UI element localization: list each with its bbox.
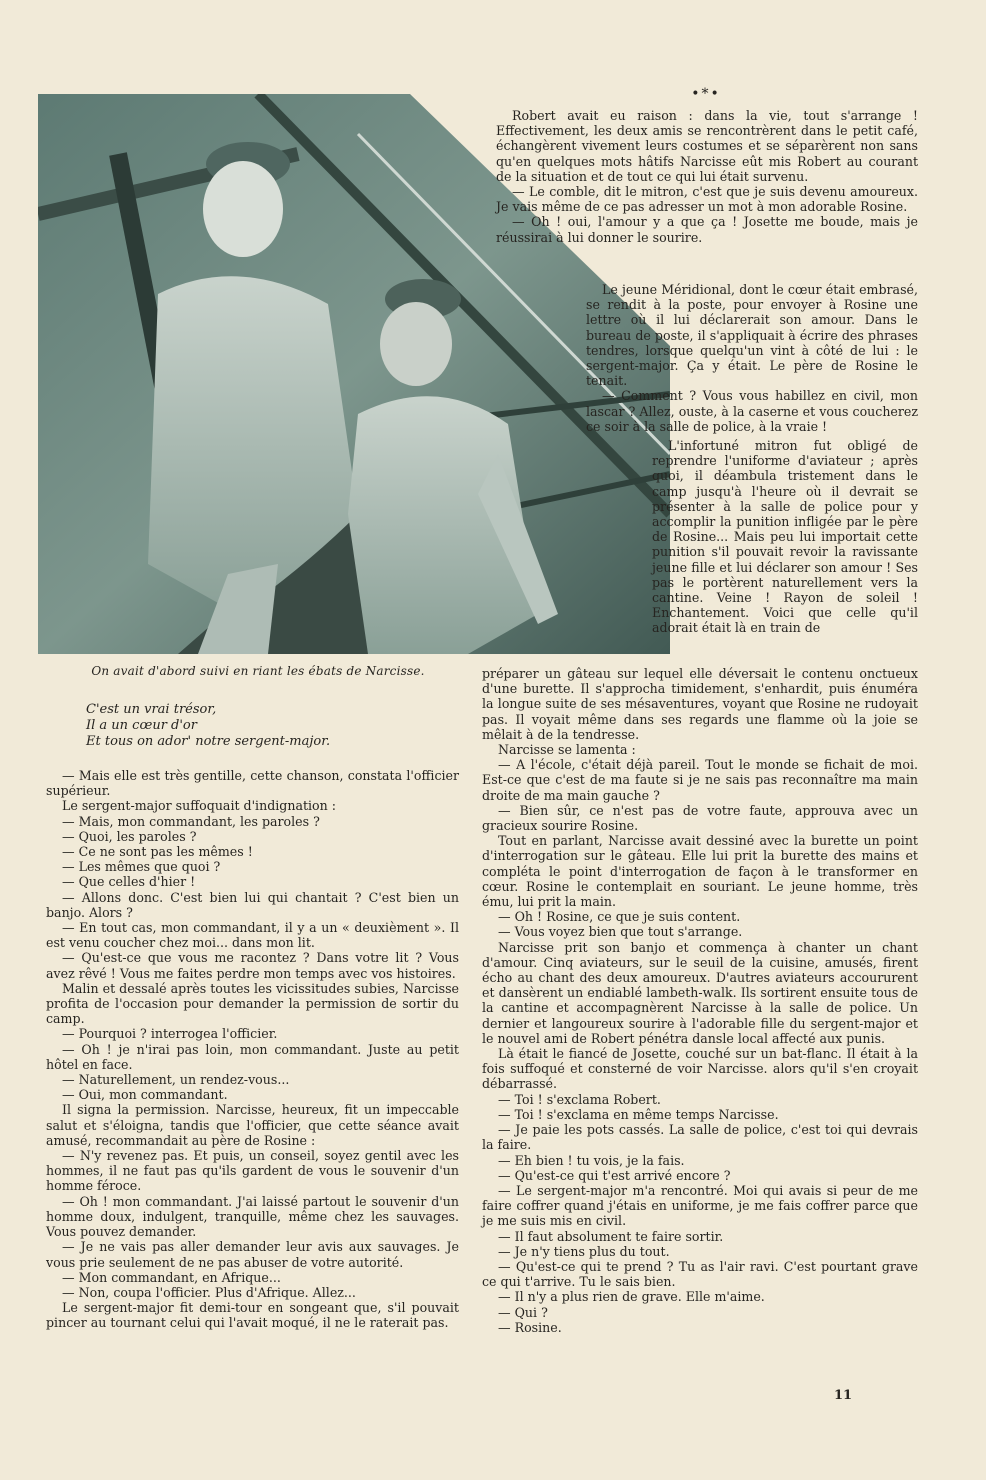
paragraph: — Oh ! mon commandant. J'ai laissé partout le souvenir d'un homme doux, indulgent, tranquille, même chez les sauvages. Vous pouvez demander.: [46, 1193, 459, 1240]
paragraph: Le jeune Méridional, dont le cœur était embrasé, se rendit à la poste, pour envoyer à Rosine une lettre où il lui déclarerait son amour. Dans le bureau de poste, il s'appliquait à écrire des phrases tendres, lorsque quelqu'un vint à côté de lui : le sergent-major. Ça y était. Le père de Rosine le tenait.: [586, 282, 918, 389]
paragraph: — Toi ! s'exclama en même temps Narcisse.: [498, 1106, 779, 1122]
right-column-middle: [586, 282, 918, 434]
paragraph: — Il faut absolument te faire sortir.: [498, 1228, 724, 1244]
paragraph: — Qui ?: [498, 1304, 548, 1320]
paragraph: L'infortuné mitron fut obligé de reprendre l'uniforme d'aviateur ; après quoi, il déambula tristement dans le camp jusqu'à l'heure où il devrait se présenter à la salle de police pour y accomplir la punition infligée par le père de Rosine... Mais peu lui importait cette punition s'il pouvait revoir la ravissante jeune fille et lui déclarer son amour ! Ses pas le portèrent naturellement vers la cantine. Veine ! Rayon de soleil ! Enchantement. Voici que celle qu'il adorait était là en train de: [652, 438, 918, 636]
right-column-bottom: [482, 666, 918, 1335]
paragraph: — Je paie les pots cassés. La salle de police, c'est toi qui devrais la faire.: [482, 1122, 918, 1153]
paragraph: Narcisse prit son banjo et commença à chanter un chant d'amour. Cinq aviateurs, sur le seuil de la cuisine, amusés, firent écho au chant des deux amoureux. D'autres aviateurs accoururent et dansèrent un endiablé lambeth-walk. Ils sortirent ensuite tous de la cantine et accompagnèrent Narcisse à la salle de police. Un dernier et langoureux sourire à l'adorable fille du sergent-major et le nouvel ami de Robert pénétra dansle local affecté aux punis.: [482, 939, 918, 1046]
paragraph: — Mon commandant, en Afrique...: [62, 1269, 281, 1285]
paragraph: — Oh ! je n'irai pas loin, mon commandant. Juste au petit hôtel en face.: [46, 1041, 459, 1072]
paragraph: — Qu'est-ce qui t'est arrivé encore ?: [498, 1167, 731, 1183]
right-column-top: [496, 108, 918, 245]
paragraph: Là était le fiancé de Josette, couché sur un bat-flanc. Il était à la fois suffoqué et consterné de voir Narcisse. alors qu'il s'en croyait débarrassé.: [482, 1046, 918, 1092]
paragraph: — Les mêmes que quoi ?: [62, 859, 221, 875]
paragraph: — Oh ! oui, l'amour y a que ça ! Josette me boude, mais je réussirai à lui donner le sourire.: [496, 214, 918, 245]
paragraph: — Naturellement, un rendez-vous...: [62, 1072, 290, 1088]
paragraph: — Mais elle est très gentille, cette chanson, constata l'officier supérieur.: [46, 768, 459, 799]
paragraph: — Le comble, dit le mitron, c'est que je suis devenu amoureux. Je vais même de ce pas adresser un mot à mon adorable Rosine.: [496, 184, 918, 215]
paragraph: — Mais, mon commandant, les paroles ?: [62, 813, 320, 829]
paragraph: préparer un gâteau sur lequel elle déversait le contenu onctueux d'une burette. Il s'approcha timidement, s'enhardit, puis énuméra la longue suite de ses mésaventures, voyant que Rosine ne rudoyait pas. Il voyait même dans ses regards une flamme où la joie se mêlait à de la tendresse.: [482, 666, 918, 742]
paragraph: Il signa la permission. Narcisse, heureux, fit un impeccable salut et s'éloigna, tandis que l'officier, que cette séance avait amusé, recommandait au père de Rosine :: [46, 1102, 459, 1148]
section-separator: •*•: [691, 86, 721, 102]
paragraph: — Qu'est-ce que vous me racontez ? Dans votre lit ? Vous avez rêvé ! Vous me faites perdre mon temps avec vos histoires.: [46, 950, 459, 981]
verse-line: Il a un cœur d'or: [86, 718, 197, 733]
paragraph: — Bien sûr, ce n'est pas de votre faute, approuva avec un gracieux sourire Rosine.: [482, 802, 918, 834]
paragraph: Robert avait eu raison : dans la vie, tout s'arrange ! Effectivement, les deux amis se rencontrèrent dans le petit café, échangèrent vivement leurs costumes et se séparèrent non sans qu'en quelques mots hâtifs Narcisse eût mis Robert au courant de la situation et de tout ce qui lui était survenu.: [496, 108, 918, 184]
paragraph: — A l'école, c'était déjà pareil. Tout le monde se fichait de moi. Est-ce que c'est de ma faute si je ne sais pas reconnaître ma main droite de ma main gauche ?: [482, 757, 918, 803]
paragraph: — Ce ne sont pas les mêmes !: [62, 844, 253, 860]
paragraph: Le sergent-major fit demi-tour en songeant que, s'il pouvait pincer au tournant celui qui l'avait moqué, il ne le raterait pas.: [46, 1300, 459, 1331]
paragraph: Narcisse se lamenta :: [498, 742, 636, 758]
paragraph: — Vous voyez bien que tout s'arrange.: [498, 924, 743, 940]
paragraph: — Oui, mon commandant.: [62, 1087, 228, 1103]
paragraph: — Non, coupa l'officier. Plus d'Afrique. Allez...: [62, 1284, 356, 1300]
page-number: 11: [834, 1388, 853, 1403]
paragraph: — Qu'est-ce qui te prend ? Tu as l'air ravi. C'est pourtant grave ce qui t'arrive. Tu le sais bien.: [482, 1258, 918, 1290]
paragraph: — N'y revenez pas. Et puis, un conseil, soyez gentil avec les hommes, il ne faut pas qu'ils gardent de vous le souvenir d'un homme féroce.: [46, 1148, 459, 1194]
paragraph: — Quoi, les paroles ?: [62, 828, 197, 844]
paragraph: — Oh ! Rosine, ce que je suis content.: [498, 909, 741, 925]
paragraph: — Eh bien ! tu vois, je la fais.: [498, 1152, 685, 1168]
paragraph: — Que celles d'hier !: [62, 874, 196, 890]
paragraph: — Pourquoi ? interrogea l'officier.: [62, 1026, 278, 1042]
paragraph: — Le sergent-major m'a rencontré. Moi qui avais si peur de me faire coffrer quand j'étais en uniforme, je me fais coffrer parce que je me suis mis en civil.: [482, 1182, 918, 1229]
paragraph: Malin et dessalé après toutes les vicissitudes subies, Narcisse profita de l'occasion pour demander la permission de sortir du camp.: [46, 980, 459, 1027]
left-column: [46, 768, 459, 1331]
song-verse: [86, 702, 486, 750]
paragraph: Le sergent-major suffoquait d'indignation :: [62, 798, 336, 814]
paragraph: — Je ne vais pas aller demander leur avis aux sauvages. Je vous prie seulement de ne pas abuser de votre autorité.: [46, 1239, 459, 1270]
paragraph: — Rosine.: [498, 1319, 562, 1335]
paragraph: Tout en parlant, Narcisse avait dessiné avec la burette un point d'interrogation sur le gâteau. Elle lui prit la burette des mains et compléta le point d'interrogation de façon à le transformer en cœur. Rosine le contemplait en souriant. Le jeune homme, très ému, lui prit la main.: [482, 833, 918, 910]
paragraph: — Comment ? Vous vous habillez en civil, mon lascar ? Allez, ouste, à la caserne et vous coucherez ce soir à la salle de police, à la vraie !: [586, 388, 918, 434]
paragraph: — Il n'y a plus rien de grave. Elle m'aime.: [498, 1289, 765, 1305]
paragraph: — Je n'y tiens plus du tout.: [498, 1243, 670, 1259]
photo-caption: On avait d'abord suivi en riant les ébats de Narcisse.: [91, 664, 425, 678]
paragraph: — En tout cas, mon commandant, il y a un « deuxièment ». Il est venu coucher chez moi... dans mon lit.: [46, 920, 459, 951]
paragraph: — Allons donc. C'est bien lui qui chantait ? C'est bien un banjo. Alors ?: [46, 889, 459, 920]
verse-line: Et tous on ador' notre sergent-major.: [86, 734, 331, 749]
right-column-narrow: [652, 438, 918, 636]
verse-line: C'est un vrai trésor,: [86, 702, 217, 717]
paragraph: — Toi ! s'exclama Robert.: [498, 1091, 661, 1107]
